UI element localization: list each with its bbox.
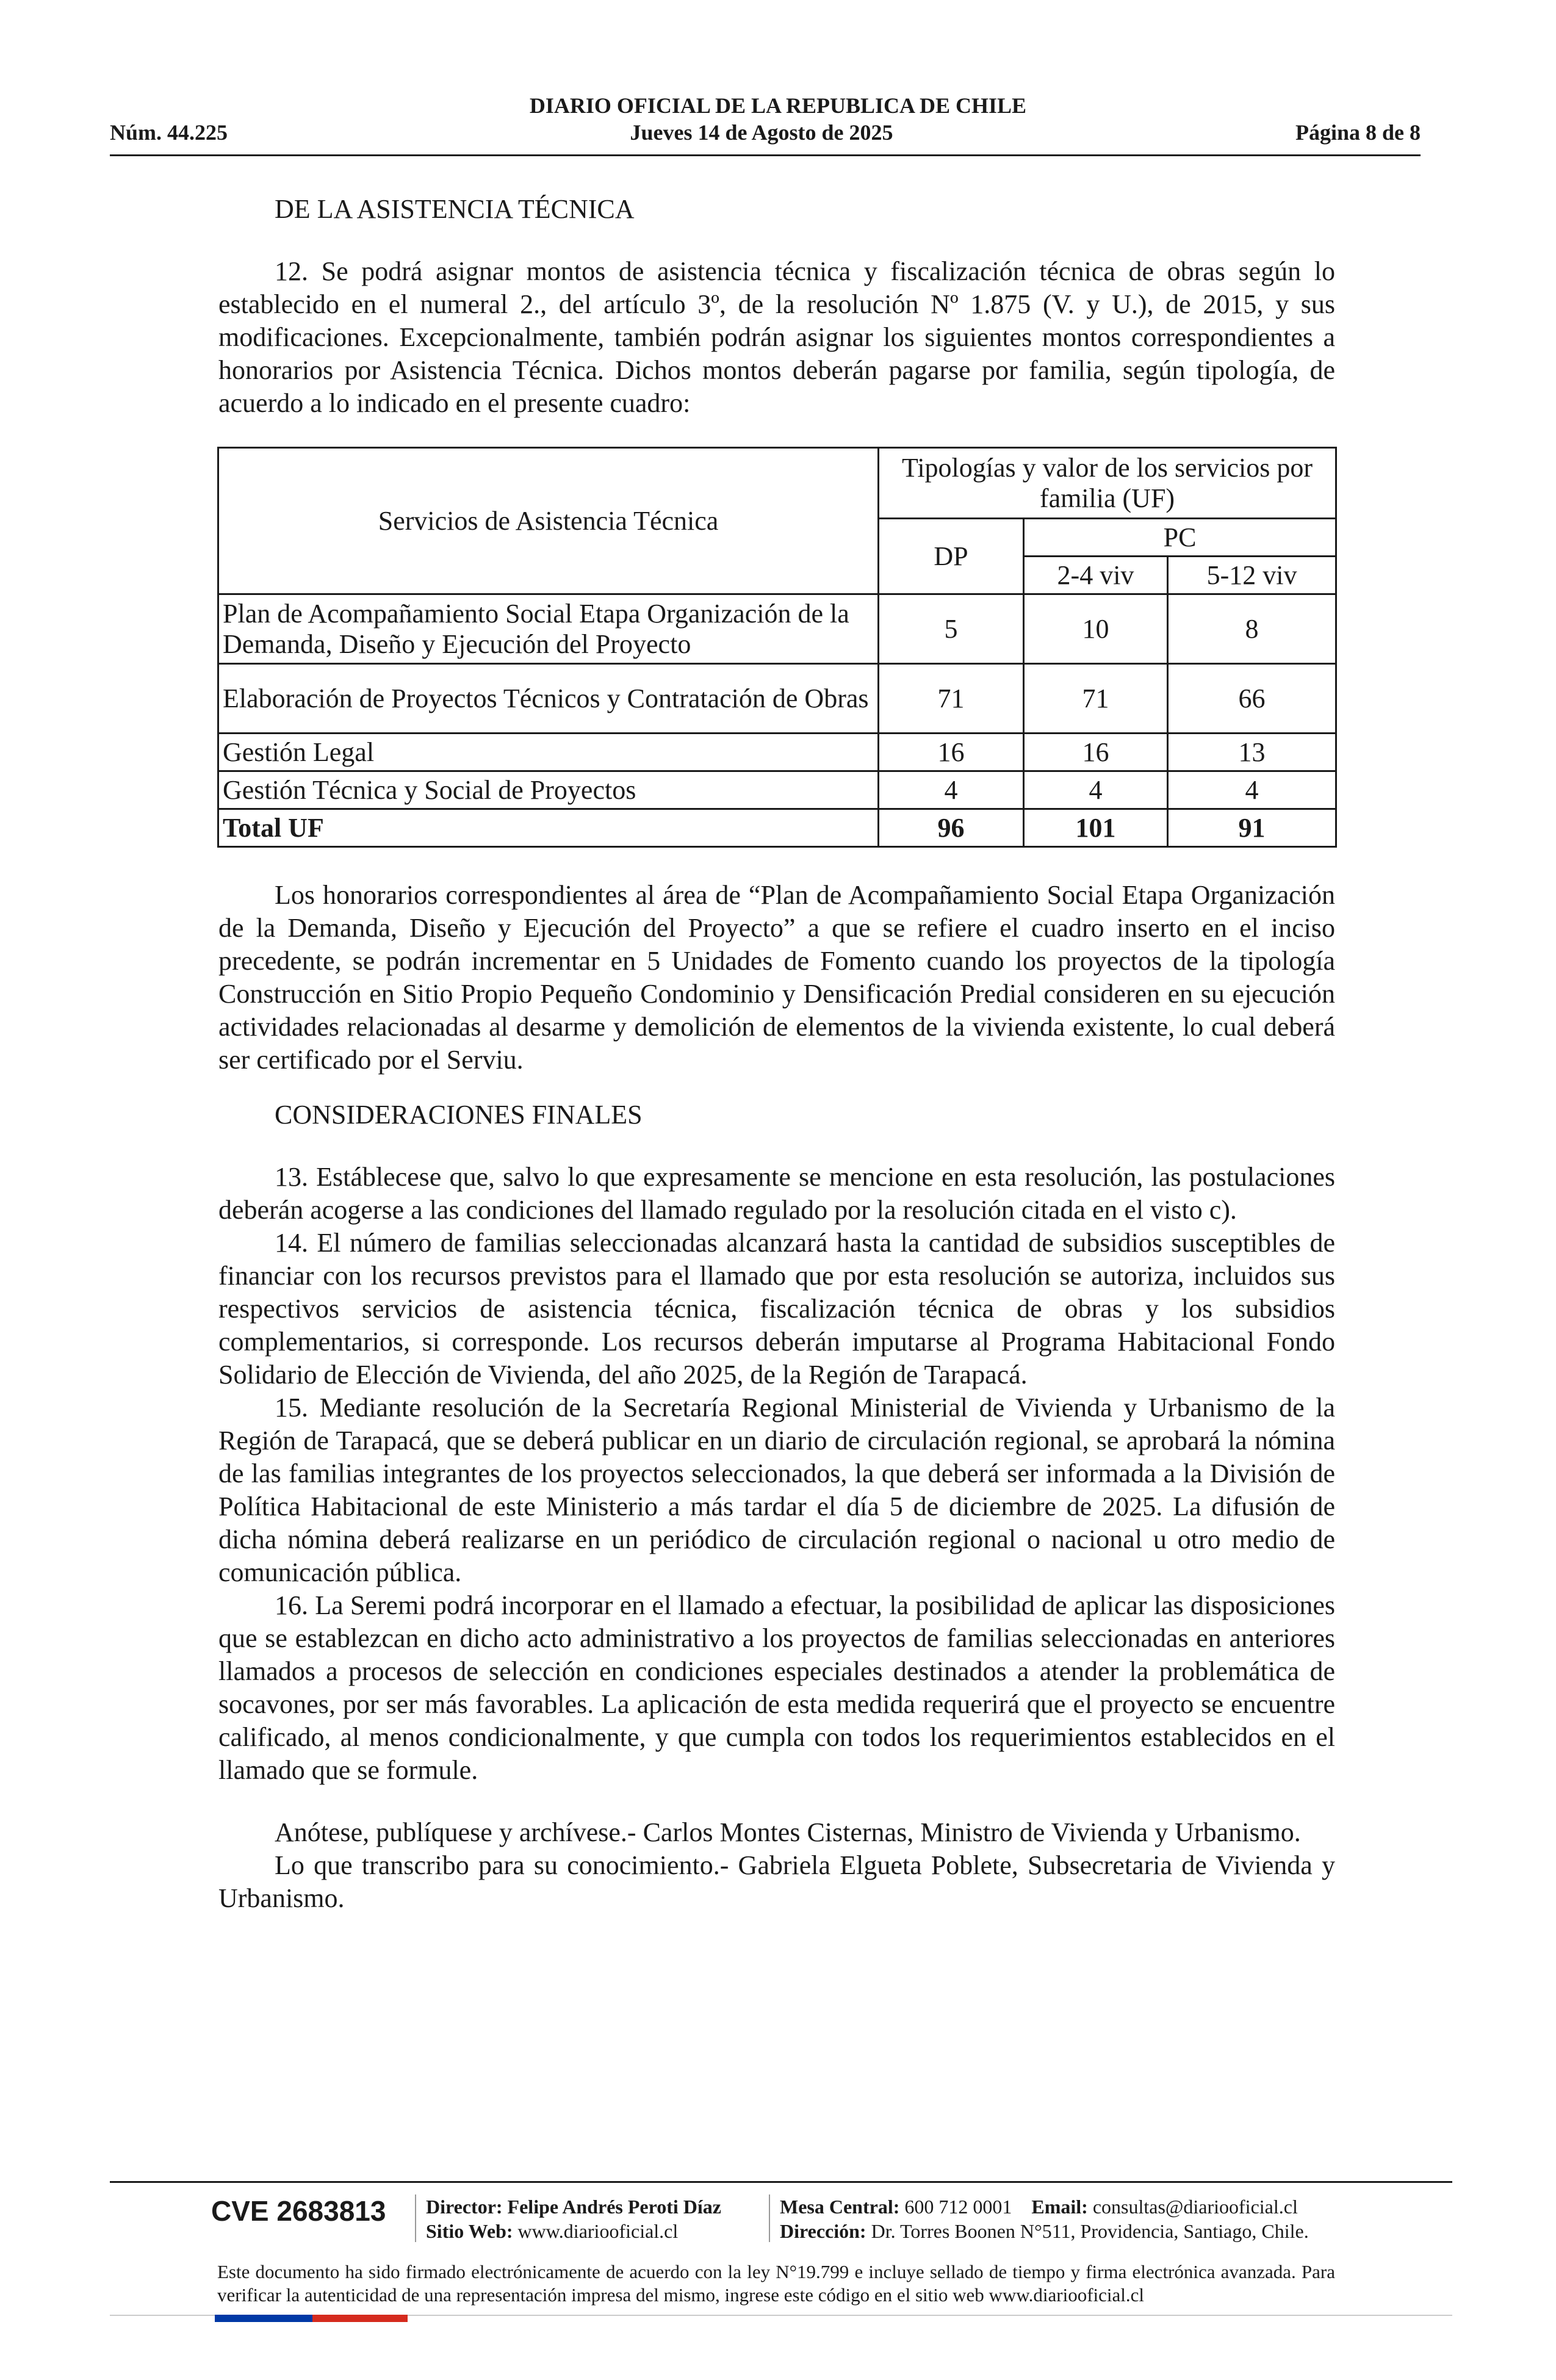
pc-5-12-cell: 8 — [1168, 594, 1336, 664]
site-link[interactable]: www.diariooficial.cl — [517, 2220, 679, 2242]
director-name: Felipe Andrés Peroti Díaz — [507, 2196, 721, 2218]
section-heading: CONSIDERACIONES FINALES — [275, 1100, 643, 1130]
section-final-considerations — [218, 1098, 1335, 1915]
table-header-row — [218, 448, 1336, 519]
issue-number: Núm. 44.225 — [110, 120, 228, 145]
flag-blue-stripe — [215, 2315, 312, 2322]
page-indicator: Página 8 de 8 — [1295, 120, 1421, 145]
pc-2-4-cell: 4 — [1024, 771, 1168, 809]
closing-signature-undersecretary: Lo que transcribo para su conocimiento.- Gabriela Elgueta Poblete, Subsecretaria de Vivienda y Urbanismo. — [218, 1850, 1335, 1913]
closing-signature-minister: Anótese, publíquese y archívese.- Carlos Montes Cisternas, Ministro de Vivienda y Urbanismo. — [275, 1817, 1301, 1847]
service-cell: Elaboración de Proyectos Técnicos y Contratación de Obras — [218, 664, 879, 734]
header-pc-5-12: 5-12 viv — [1168, 557, 1336, 594]
header-dp: DP — [879, 519, 1024, 594]
address: Dr. Torres Boonen N°511, Providencia, Santiago, Chile. — [871, 2220, 1309, 2242]
total-pc-5-12: 91 — [1168, 809, 1336, 847]
footer-separator — [769, 2194, 770, 2242]
service-cell: Gestión Legal — [218, 734, 879, 771]
total-dp: 96 — [879, 809, 1024, 847]
section-technical-assistance — [218, 193, 1335, 420]
footer-director-block — [426, 2194, 721, 2243]
table-row — [218, 594, 1336, 664]
signature-note: Este documento ha sido firmado electrónicamente de acuerdo con la ley N°19.799 e incluye sellado de tiempo y firma electrónica avanzada. Para verificar la autenticidad de una representación impresa del mismo, ingrese este código en el sitio web www.diariooficial.cl — [217, 2261, 1335, 2306]
email-label: Email: — [1031, 2196, 1088, 2218]
pc-2-4-cell: 71 — [1024, 664, 1168, 734]
footer-contact-block — [780, 2194, 1309, 2243]
paragraph-13: 13. Estáblecese que, salvo lo que expresamente se mencione en esta resolución, las postulaciones deberán acogerse a las condiciones del llamado regulado por la resolución citada en el visto c). — [218, 1162, 1335, 1225]
paragraph-14: 14. El número de familias seleccionadas alcanzará hasta la cantidad de subsidios susceptibles de financiar con los recursos previstos para el llamado que por esta resolución se autoriza, incluidos sus respectivos servicios de asistencia técnica, fiscalización técnica de obras y los subsidios complementarios, si corresponde. Los recursos deberán imputarse al Programa Habitacional Fondo Solidario de Elección de Vivienda, del año 2025, de la Región de Tarapacá. — [218, 1228, 1335, 1390]
email-link[interactable]: consultas@diariooficial.cl — [1092, 2196, 1298, 2218]
flag-red-stripe — [312, 2315, 408, 2322]
section-heading: DE LA ASISTENCIA TÉCNICA — [275, 194, 635, 224]
dp-cell: 4 — [879, 771, 1024, 809]
table-total-row — [218, 809, 1336, 847]
paragraph-12: 12. Se podrá asignar montos de asistencia técnica y fiscalización técnica de obras según lo establecido en el numeral 2., del artículo 3º, de la resolución Nº 1.875 (V. y U.), de 2015, y sus modificaciones. Excepcionalmente, también podrán asignar los siguientes montos correspondientes a honorarios por Asistencia Técnica. Dichos montos deberán pagarse por familia, según tipología, de acuerdo a lo indicado en el presente cuadro: — [218, 256, 1335, 418]
header-row — [110, 120, 1421, 145]
service-cell: Gestión Técnica y Social de Proyectos — [218, 771, 879, 809]
after-table-text — [218, 879, 1335, 1076]
cve-code: CVE 2683813 — [211, 2195, 386, 2227]
mesa-phone: 600 712 0001 — [904, 2196, 1012, 2218]
total-label: Total UF — [218, 809, 879, 847]
mesa-label: Mesa Central: — [780, 2196, 900, 2218]
pc-5-12-cell: 13 — [1168, 734, 1336, 771]
newspaper-title: DIARIO OFICIAL DE LA REPUBLICA DE CHILE — [529, 93, 1027, 118]
pc-5-12-cell: 4 — [1168, 771, 1336, 809]
table-row — [218, 734, 1336, 771]
pc-2-4-cell: 16 — [1024, 734, 1168, 771]
paragraph-15: 15. Mediante resolución de la Secretaría Regional Ministerial de Vivienda y Urbanismo de la Región de Tarapacá, que se deberá publicar en un diario de circulación regional, se aprobará la nómina de las familias integrantes de los proyectos seleccionados, la que deberá ser informada a la División de Política Habitacional de este Ministerio a más tardar el día 5 de diciembre de 2025. La difusión de dicha nómina deberá realizarse en un periódico de circulación regional o nacional u otro medio de comunicación pública. — [218, 1393, 1335, 1587]
address-label: Dirección: — [780, 2220, 866, 2242]
service-cell: Plan de Acompañamiento Social Etapa Organización de la Demanda, Diseño y Ejecución del Proyecto — [218, 594, 879, 664]
header-divider — [110, 154, 1421, 156]
header-pc-2-4: 2-4 viv — [1024, 557, 1168, 594]
dp-cell: 16 — [879, 734, 1024, 771]
site-label: Sitio Web: — [426, 2220, 513, 2242]
issue-date: Jueves 14 de Agosto de 2025 — [630, 120, 893, 145]
header-service: Servicios de Asistencia Técnica — [218, 448, 879, 594]
footer-separator — [415, 2194, 416, 2242]
total-pc-2-4: 101 — [1024, 809, 1168, 847]
dp-cell: 5 — [879, 594, 1024, 664]
table-row — [218, 664, 1336, 734]
director-label: Director: — [426, 2196, 503, 2218]
assistance-fees-table — [217, 447, 1337, 848]
pc-5-12-cell: 66 — [1168, 664, 1336, 734]
paragraph-16: 16. La Seremi podrá incorporar en el llamado a efectuar, la posibilidad de aplicar las disposiciones que se establezcan en dicho acto administrativo a los proyectos de familias seleccionadas en anteriores llamados a procesos de selección en condiciones especiales destinados a atender la problemática de socavones, por ser más favorables. La aplicación de esta medida requerirá que el proyecto se encuentre calificado, al menos condicionalmente, y que cumpla con todos los requerimientos establecidos en el llamado que se formule. — [218, 1590, 1335, 1785]
dp-cell: 71 — [879, 664, 1024, 734]
header-pc: PC — [1024, 519, 1336, 557]
honorarios-paragraph: Los honorarios correspondientes al área de “Plan de Acompañamiento Social Etapa Organización de la Demanda, Diseño y Ejecución del Proyecto” a que se refiere el cuadro inserto en el inciso precedente, se podrán incrementar en 5 Unidades de Fomento cuando los proyectos de la tipología Construcción en Sitio Propio Pequeño Condominio y Densificación Predial consideren en su ejecución actividades relacionadas al desarme y demolición de elementos de la vivienda existente, lo cual deberá ser certificado por el Serviu. — [218, 880, 1335, 1075]
table-row — [218, 771, 1336, 809]
pc-2-4-cell: 10 — [1024, 594, 1168, 664]
footer-divider — [110, 2181, 1452, 2183]
header-typologies: Tipologías y valor de los servicios por familia (UF) — [879, 448, 1336, 519]
